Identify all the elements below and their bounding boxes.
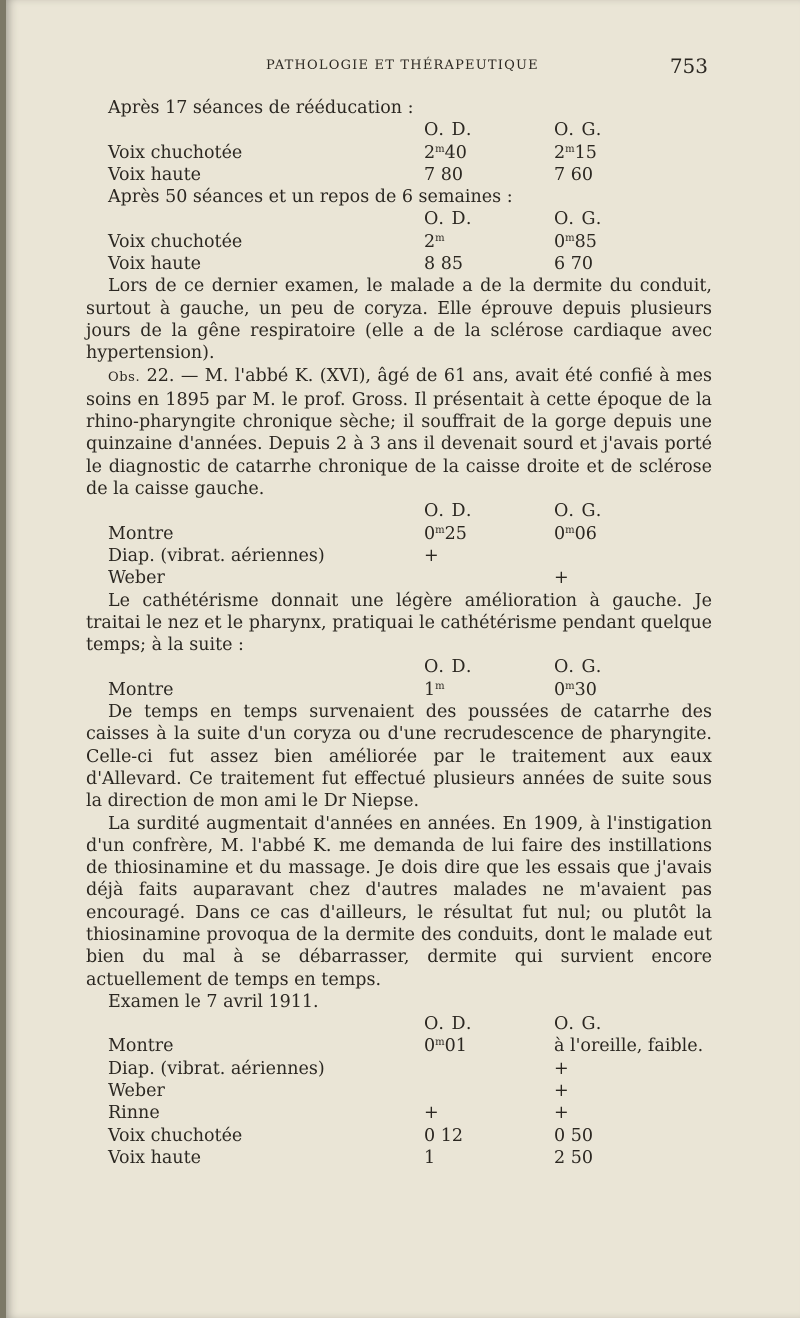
measure-row (86, 1058, 734, 1080)
value-od (424, 164, 554, 186)
value-main: à l'oreille, faible. (554, 1036, 704, 1057)
value-main: 8 85 (424, 254, 463, 275)
col-header-od: O. D. (424, 501, 473, 522)
value-main: 6 70 (554, 254, 593, 275)
value-og (554, 567, 734, 589)
value-og (554, 1147, 734, 1169)
section-caption: Après 17 séances de rééducation : (108, 98, 414, 118)
value-og (554, 1058, 734, 1080)
observation-paragraph (86, 365, 712, 501)
running-head: PATHOLOGIE ET THÉRAPEUTIQUE (266, 58, 539, 73)
measure-row (86, 231, 734, 253)
value-main: 1 (424, 679, 436, 700)
value-main: + (424, 1103, 439, 1124)
value-main: + (554, 1103, 569, 1124)
value-unit: m (435, 524, 445, 536)
column-header-row (86, 500, 734, 522)
value-main: 0 50 (554, 1125, 593, 1146)
value-og (554, 164, 734, 186)
value-unit: m (435, 1037, 445, 1049)
value-od (424, 1102, 554, 1124)
col-header-od: O. D. (424, 209, 473, 230)
measure-row (86, 1147, 734, 1169)
value-og (554, 253, 734, 275)
value-og (554, 231, 734, 253)
value-main: 2 50 (554, 1147, 593, 1168)
measure-label: Montre (108, 523, 174, 544)
value-main: 2 (554, 142, 566, 163)
column-header-row (86, 208, 734, 230)
value-od (424, 231, 554, 253)
page-header (6, 54, 800, 82)
measure-row (86, 253, 734, 275)
column-header-row (86, 656, 734, 678)
value-main: + (424, 545, 439, 566)
measure-label: Diap. (vibrat. aériennes) (108, 1058, 325, 1079)
value-og (554, 1125, 734, 1147)
value-od (424, 1125, 554, 1147)
col-header-od: O. D. (424, 120, 473, 141)
paragraph: Lors de ce dernier examen, le malade a de la dermite du conduit, surtout à gauche, un peu de coryza. Elle éprouve depuis plusieurs jours de la gêne respiratoire (elle a de la sclérose cardiaque avec hypertension). (86, 276, 712, 364)
value-main: 0 (424, 523, 436, 544)
value-rest: 01 (444, 1036, 467, 1057)
column-header-row (86, 1013, 734, 1035)
value-od (424, 1058, 554, 1080)
measure-label: Voix chuchotée (108, 1125, 243, 1146)
measure-row (86, 142, 734, 164)
value-og (554, 1035, 734, 1057)
col-header-og: O. G. (554, 657, 603, 678)
measure-row (86, 679, 734, 701)
value-rest: 15 (574, 142, 597, 163)
value-od (424, 523, 554, 545)
value-main: 0 (554, 679, 566, 700)
value-od (424, 545, 554, 567)
value-od (424, 679, 554, 701)
measure-row (86, 164, 734, 186)
measure-table (86, 500, 734, 589)
measure-label: Voix haute (108, 254, 201, 275)
paragraph: Le cathétérisme donnait une légère amélioration à gauche. Je traitai le nez et le pharynx, pratiquai le cathétérisme pendant quelque temps; à la suite : (86, 590, 712, 656)
col-header-og: O. G. (554, 209, 603, 230)
value-od (424, 1147, 554, 1169)
measure-row (86, 523, 734, 545)
value-main: 1 (424, 1147, 436, 1168)
value-unit: m (435, 232, 445, 244)
value-rest: 30 (574, 679, 597, 700)
measure-label: Rinne (108, 1103, 160, 1124)
measure-row (86, 1125, 734, 1147)
value-main: 0 12 (424, 1125, 463, 1146)
col-header-og: O. G. (554, 1014, 603, 1035)
value-unit: m (565, 524, 575, 536)
value-main: + (554, 1058, 569, 1079)
measure-label: Diap. (vibrat. aériennes) (108, 545, 325, 566)
value-main: 0 (554, 231, 566, 252)
paragraph: La surdité augmentait d'années en années. En 1909, à l'instigation d'un confrère, M. l'abbé K. me demanda de lui faire des instillations de thiosinamine et du massage. Je dois dire que les essais que j'avais déjà faits auparavant chez d'autres malades ne m'avaient pas encouragé. Dans ce cas d'ailleurs, le résultat fut nul; ou plutôt la thiosinamine provoqua de la dermite des conduits, dont le malade eut bien du mal à se débarrasser, dermite qui survient encore actuellement de temps en temps. (86, 813, 712, 990)
col-header-og: O. G. (554, 120, 603, 141)
value-unit: m (565, 680, 575, 692)
value-main: 2 (424, 142, 436, 163)
measure-table (86, 119, 734, 186)
value-og (554, 1080, 734, 1102)
value-unit: m (565, 232, 575, 244)
measure-table (86, 1013, 734, 1169)
measure-label: Voix chuchotée (108, 231, 243, 252)
value-main: + (554, 568, 569, 589)
value-og (554, 1102, 734, 1124)
obs-label: Obs. (108, 369, 141, 385)
value-og (554, 523, 734, 545)
measure-label: Weber (108, 1081, 165, 1102)
value-od (424, 1080, 554, 1102)
value-main: 2 (424, 231, 436, 252)
paragraph: De temps en temps survenaient des poussées de catarrhe des caisses à la suite d'un coryza ou d'une recrudescence de pharyngite. Celle-ci fut assez bien améliorée par le traitement aux eaux d'Allevard. Ce traitement fut effectué plusieurs années de suite sous la direction de mon ami le Dr Niepse. (86, 702, 712, 812)
measure-label: Montre (108, 679, 174, 700)
measure-table (86, 656, 734, 701)
value-od (424, 253, 554, 275)
value-unit: m (565, 143, 575, 155)
measure-row (86, 1102, 734, 1124)
measure-label: Montre (108, 1036, 174, 1057)
value-og (554, 679, 734, 701)
measure-row (86, 567, 734, 589)
value-od (424, 567, 554, 589)
value-main: 0 (424, 1036, 436, 1057)
value-od (424, 1035, 554, 1057)
col-header-od: O. D. (424, 657, 473, 678)
value-main: 0 (554, 523, 566, 544)
measure-label: Voix haute (108, 1147, 201, 1168)
measure-label: Weber (108, 568, 165, 589)
value-main: + (554, 1081, 569, 1102)
value-rest: 06 (574, 523, 597, 544)
measure-row (86, 1080, 734, 1102)
measure-label: Voix haute (108, 164, 201, 185)
value-og (554, 545, 734, 567)
page-body (86, 97, 712, 1169)
page-number: 753 (669, 54, 708, 78)
value-rest: 25 (444, 523, 467, 544)
value-main: 7 60 (554, 164, 593, 185)
obs-text: 22. — M. l'abbé K. (XVI), âgé de 61 ans, avait été confié à mes soins en 1895 par M. le prof. Gross. Il présentait à cette époque de la rhino-pharyngite chronique sèche; il souffrait de la gorge depuis une quinzaine d'années. Depuis 2 à 3 ans il devenait sourd et j'avais porté le diagnostic de catarrhe chronique de la caisse droite et de sclérose de la caisse gauche. (86, 365, 712, 500)
col-header-og: O. G. (554, 501, 603, 522)
measure-row (86, 545, 734, 567)
column-header-row (86, 119, 734, 141)
value-rest: 40 (444, 142, 467, 163)
value-unit: m (435, 143, 445, 155)
measure-row (86, 1035, 734, 1057)
measure-table (86, 208, 734, 275)
measure-label: Voix chuchotée (108, 142, 243, 163)
col-header-od: O. D. (424, 1014, 473, 1035)
section-caption: Examen le 7 avril 1911. (108, 991, 319, 1012)
section-caption: Après 50 séances et un repos de 6 semaines : (108, 187, 513, 208)
value-od (424, 142, 554, 164)
value-main: 7 80 (424, 164, 463, 185)
value-og (554, 142, 734, 164)
value-unit: m (435, 680, 445, 692)
book-page (6, 0, 800, 1318)
value-rest: 85 (574, 231, 597, 252)
